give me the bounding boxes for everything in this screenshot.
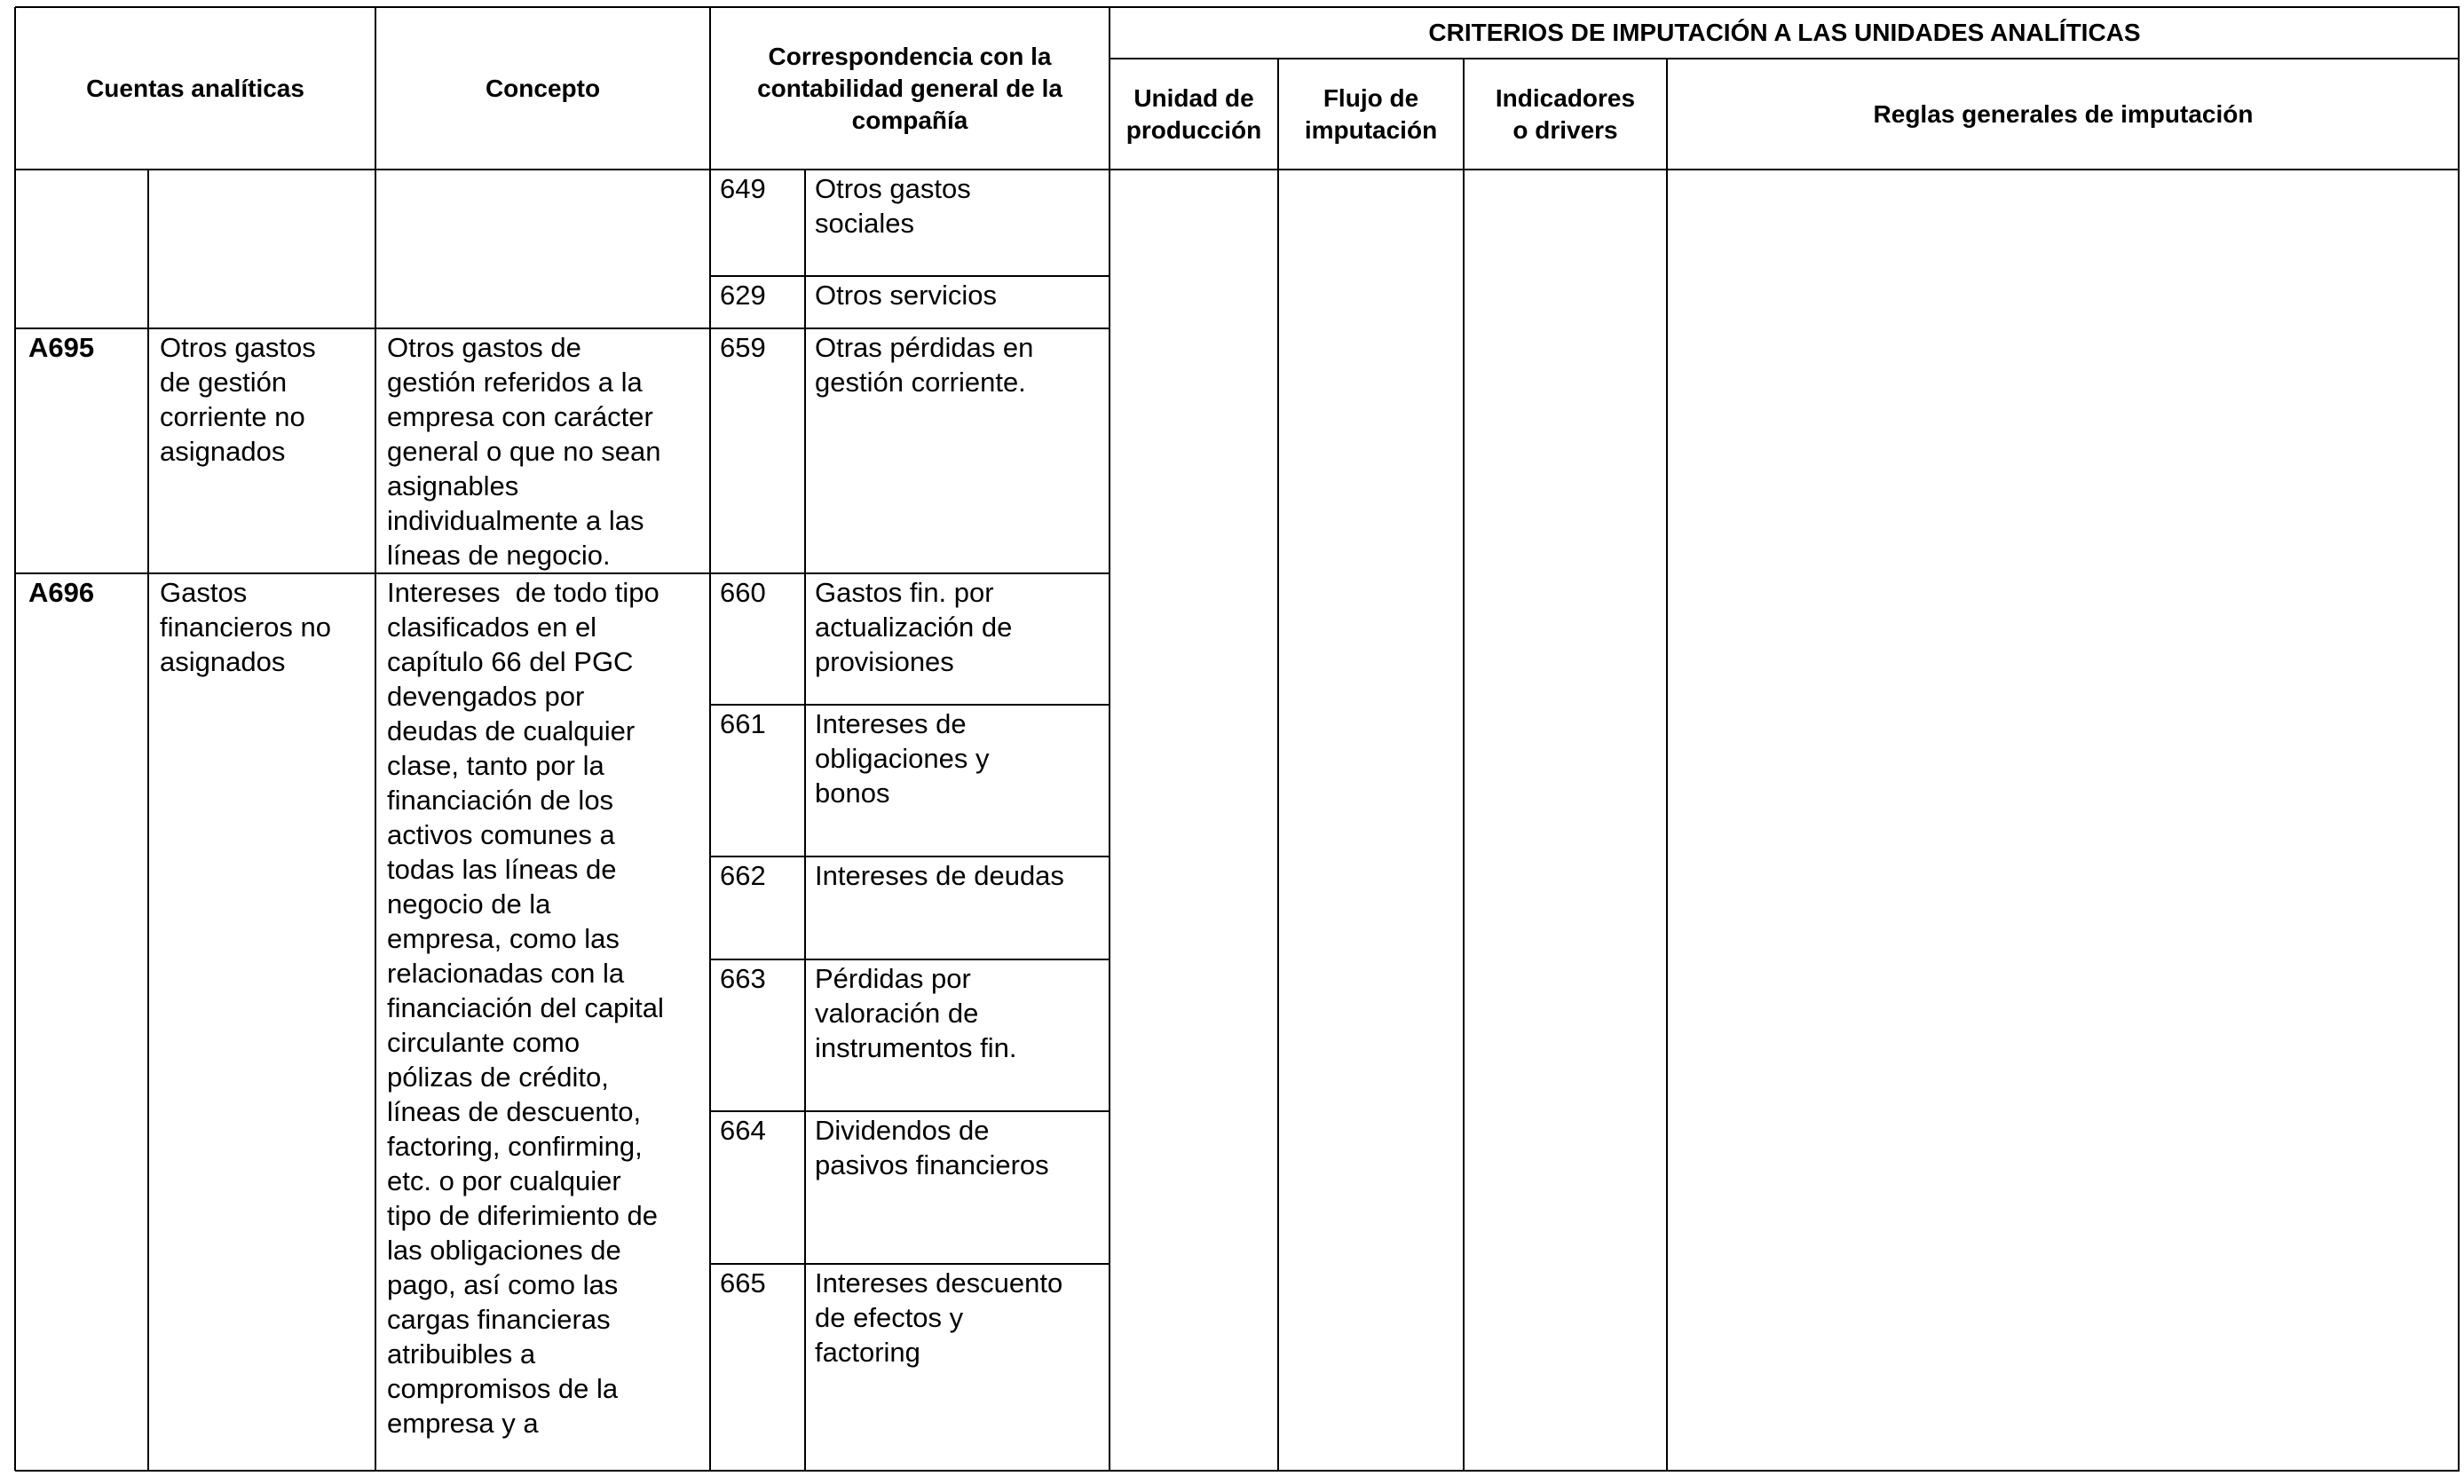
- header-criterios: CRITERIOS DE IMPUTACIÓN A LAS UNIDADES ANALÍTICAS: [1428, 19, 2141, 46]
- analytic-name-a695: Otros gastos de gestión corriente no asignados: [160, 332, 316, 467]
- concept-a695: Otros gastos de gestión referidos a la empresa con carácter general o que no sean asignables individualmente a las líneas de negocio.: [387, 332, 661, 571]
- account-name-662: Intereses de deudas: [815, 860, 1064, 891]
- header-reglas-generales: Reglas generales de imputación: [1873, 99, 2254, 128]
- account-name-664: Dividendos de pasivos financieros: [815, 1115, 1049, 1180]
- account-name-663: Pérdidas por valoración de instrumentos fin.: [815, 963, 1017, 1063]
- analytic-code-a696: A696: [28, 577, 95, 608]
- account-code-662: 662: [720, 860, 766, 891]
- account-code-649: 649: [720, 173, 766, 204]
- accounting-table: [15, 7, 2460, 1472]
- account-name-660: Gastos fin. por actualización de provisiones: [815, 577, 1013, 677]
- account-code-629: 629: [720, 280, 766, 311]
- header-concepto: Concepto: [485, 74, 601, 102]
- account-name-659: Otras pérdidas en gestión corriente.: [815, 332, 1034, 398]
- account-name-629: Otros servicios: [815, 280, 997, 311]
- account-code-660: 660: [720, 577, 766, 608]
- account-name-665: Intereses descuento de efectos y factoring: [815, 1267, 1063, 1368]
- account-code-659: 659: [720, 332, 766, 363]
- account-name-649: Otros gastos sociales: [815, 173, 971, 239]
- table-grid: [15, 7, 2460, 1472]
- header-indicadores-drivers: Indicadores o drivers: [1495, 83, 1636, 144]
- account-code-663: 663: [720, 963, 766, 994]
- analytic-code-a695: A695: [28, 332, 95, 363]
- account-code-661: 661: [720, 708, 766, 739]
- header-cuentas-analiticas: Cuentas analíticas: [86, 74, 304, 102]
- account-code-665: 665: [720, 1267, 766, 1298]
- header-correspondencia: Correspondencia con la contabilidad general de la compañía: [757, 42, 1062, 134]
- header-flujo-imputacion: Flujo de imputación: [1304, 83, 1438, 144]
- concept-a696: Intereses de todo tipo clasificados en el capítulo 66 del PGC devengados por deudas de cualquier clase, tanto por la financiación de los activos comunes a todas las líneas de negocio de la empresa, como las relacionadas con la financiación del capital circulante como pólizas de crédito, líneas de descuento, factoring, confirming, etc. o por cualquier tipo de diferimiento de las obligaciones de pago, así como las cargas financieras atribuibles a compromisos de la empresa y a: [387, 577, 664, 1439]
- header-unidad-produccion: Unidad de producción: [1125, 83, 1262, 144]
- analytic-name-a696: Gastos financieros no asignados: [160, 577, 332, 677]
- account-code-664: 664: [720, 1115, 766, 1146]
- account-name-661: Intereses de obligaciones y bonos: [815, 708, 990, 809]
